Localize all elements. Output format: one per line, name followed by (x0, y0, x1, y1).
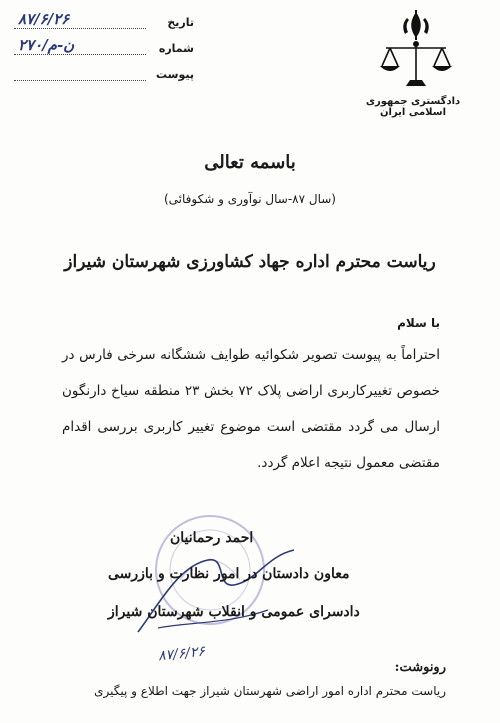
signatory-title-line2: دادسرای عمومی و انقلاب شهرستان شیراز (108, 604, 360, 620)
signature-date: ۸۷/۶/۲۶ (157, 643, 206, 665)
signatory-title-line1: معاون دادستان در امور نظارت و بازرسی (108, 566, 350, 582)
attachment-label: پیوست (156, 68, 194, 81)
number-label: شماره (158, 42, 194, 55)
letter-meta (14, 10, 194, 92)
scales-of-justice-icon (374, 8, 458, 94)
recipient-heading: ریاست محترم اداره جهاد کشاورزی شهرستان شیراز (64, 252, 436, 272)
judiciary-emblem (374, 8, 458, 98)
letter-body: احتراماً به پیوست تصویر شکوائیه طوایف ششگانه سرخی فارس در خصوص تغییرکاربری اراضی پلاک ۷۲ بخش ۲۳ منطقه سیاخ دارنگون ارسال می گردد مقتضی است موضوع تغییر کاربری بررسی اقدام مقتضی معمول نتیجه اعلام گردد. (62, 347, 441, 471)
year-slogan: (سال ۸۷-سال نوآوری و شکوفائی) (164, 192, 336, 206)
cc-label: رونوشت: (394, 660, 446, 675)
date-label: تاریخ (167, 16, 194, 29)
greeting: با سلام (397, 316, 440, 330)
attachment-row (14, 66, 194, 92)
signatory-name: احمد رحمانیان (170, 530, 254, 546)
bismillah-heading: باسمه تعالی (204, 152, 296, 173)
number-value: ن-م/۲۷۰ (18, 36, 75, 54)
date-dotted-line (14, 28, 146, 29)
date-value: ۸۷/۶/۲۶ (18, 10, 70, 28)
handwritten-signature-icon (118, 536, 318, 646)
number-dotted-line (14, 54, 146, 55)
organization-name: دادگستری جمهوری اسلامی ایران (365, 96, 461, 118)
cc-text: ریاست محترم اداره امور اراضی شهرستان شیراز جهت اطلاع و پیگیری (94, 684, 446, 698)
attachment-dotted-line (14, 80, 146, 81)
number-row (14, 36, 194, 66)
